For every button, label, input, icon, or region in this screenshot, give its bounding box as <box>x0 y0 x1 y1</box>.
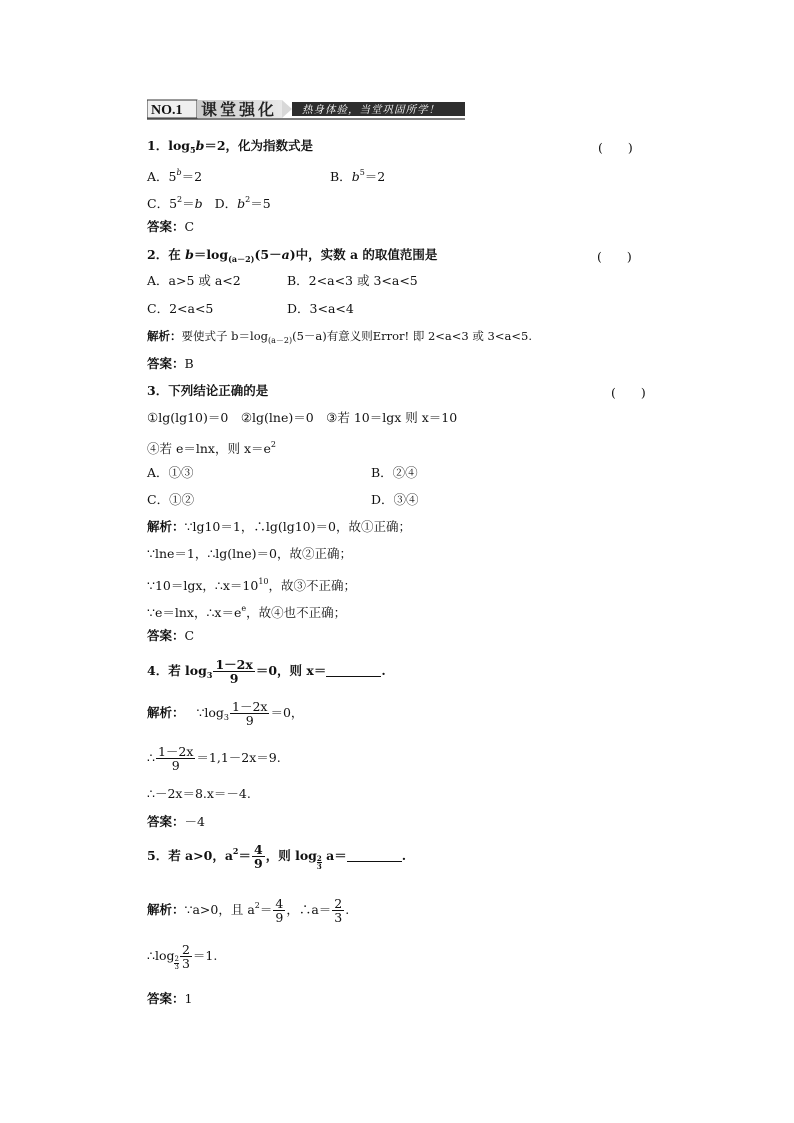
q2-option-d[interactable]: D．3<a<4 <box>287 301 354 316</box>
q1-answer-paren: ( ) <box>598 140 633 155</box>
q1-stem: 1．$\log_5b=2$，化为指数式是 <box>147 138 314 155</box>
q3-solution-2: ∵lne＝1，∴lg(lne)＝0，故②正确； <box>147 546 352 561</box>
q2-option-a[interactable]: A．a>5 或 a<2 <box>147 273 241 288</box>
q3-solution-4: ∵e＝lnx，$\therefore x=e^e$，故④也不正确； <box>147 604 347 620</box>
q3-option-b[interactable]: B．②④ <box>371 465 418 480</box>
q3-option-d[interactable]: D．③④ <box>371 492 419 507</box>
q3-stem: 3．下列结论正确的是 <box>147 383 269 398</box>
q4-solution-3: ∴－2x＝8.x＝－4. <box>147 786 251 801</box>
q5-answer: 答案：1 <box>147 991 193 1006</box>
q5-answer-blank[interactable] <box>347 850 402 862</box>
q5-solution-1: 解析：∵a>0，且 $a^2=$ $\frac{4}{9}$ ，∴a＝ $\frac{2}{3}$ . <box>147 896 350 925</box>
header-slogan: 热身体验，当堂巩固所学！ <box>302 104 440 116</box>
q2-answer-paren: ( ) <box>597 249 632 264</box>
q3-answer-paren: ( ) <box>611 385 646 400</box>
q3-option-a[interactable]: A．①③ <box>147 465 194 480</box>
q1-answer: 答案：C <box>147 219 195 234</box>
q1-option-c-d[interactable]: C．$5^2=b$ D．$b^2=5$ <box>147 195 271 211</box>
q1-option-a[interactable]: A．$5^b=2$ <box>147 168 203 184</box>
q4-answer-blank[interactable] <box>326 665 381 677</box>
q5-stem: 5．若 a>0，$a^2=$ $\frac{4}{9}$ ，则 log $\frac{2}{3} a=$ . <box>147 842 407 871</box>
header-no: NO.1 <box>151 103 183 118</box>
q1-option-b[interactable]: B．$b^5=2$ <box>330 168 386 184</box>
q3-option-c[interactable]: C．①② <box>147 492 195 507</box>
q3-items: ①lg(lg10)＝0 ②lg(lne)＝0 ③若 10＝lgx 则 x＝10 <box>147 410 458 425</box>
header-section: 课堂强化 <box>201 100 278 119</box>
q4-solution-2: ∴ $\frac{1-2x}{9}$ ＝1,1－2x＝9. <box>147 744 281 773</box>
q3-answer: 答案：C <box>147 628 195 643</box>
q2-answer: 答案：B <box>147 356 194 371</box>
q4-solution-1: 解析： $\because\log_3$ $\frac{1-2x}{9}$ ＝0， <box>147 699 304 728</box>
section-header-banner <box>147 99 465 121</box>
q3-item4: ④若 e＝lnx，则 $x=e^2$ <box>147 440 276 456</box>
q2-option-b[interactable]: B．2<a<3 或 3<a<5 <box>287 273 418 288</box>
q2-option-c[interactable]: C．2<a<5 <box>147 301 214 316</box>
q4-answer: 答案：－4 <box>147 814 205 829</box>
q4-stem: 4．若 $\log_3$ $\frac{1-2x}{9}$ ＝0，则 x＝ . <box>147 657 386 686</box>
q3-solution-1: 解析：∵lg10＝1，∴lg(lg10)＝0，故①正确； <box>147 519 411 534</box>
q5-solution-2: ∴log $\frac{2}{3}$ $\frac{2}{3}$ ＝1. <box>147 942 218 971</box>
q3-solution-3: ∵10＝lgx，$\therefore x=10^{10}$，故③不正确； <box>147 577 357 593</box>
q2-stem: 2．在 $b=\log_{(a-2)}(5-a)$中，实数 a 的取值范围是 <box>147 247 438 264</box>
q2-solution: 解析：要使式子 $b=\log_{(a-2)}(5-a)$有意义则Error! 即 2<a<3 或 3<a<5. <box>147 329 532 345</box>
